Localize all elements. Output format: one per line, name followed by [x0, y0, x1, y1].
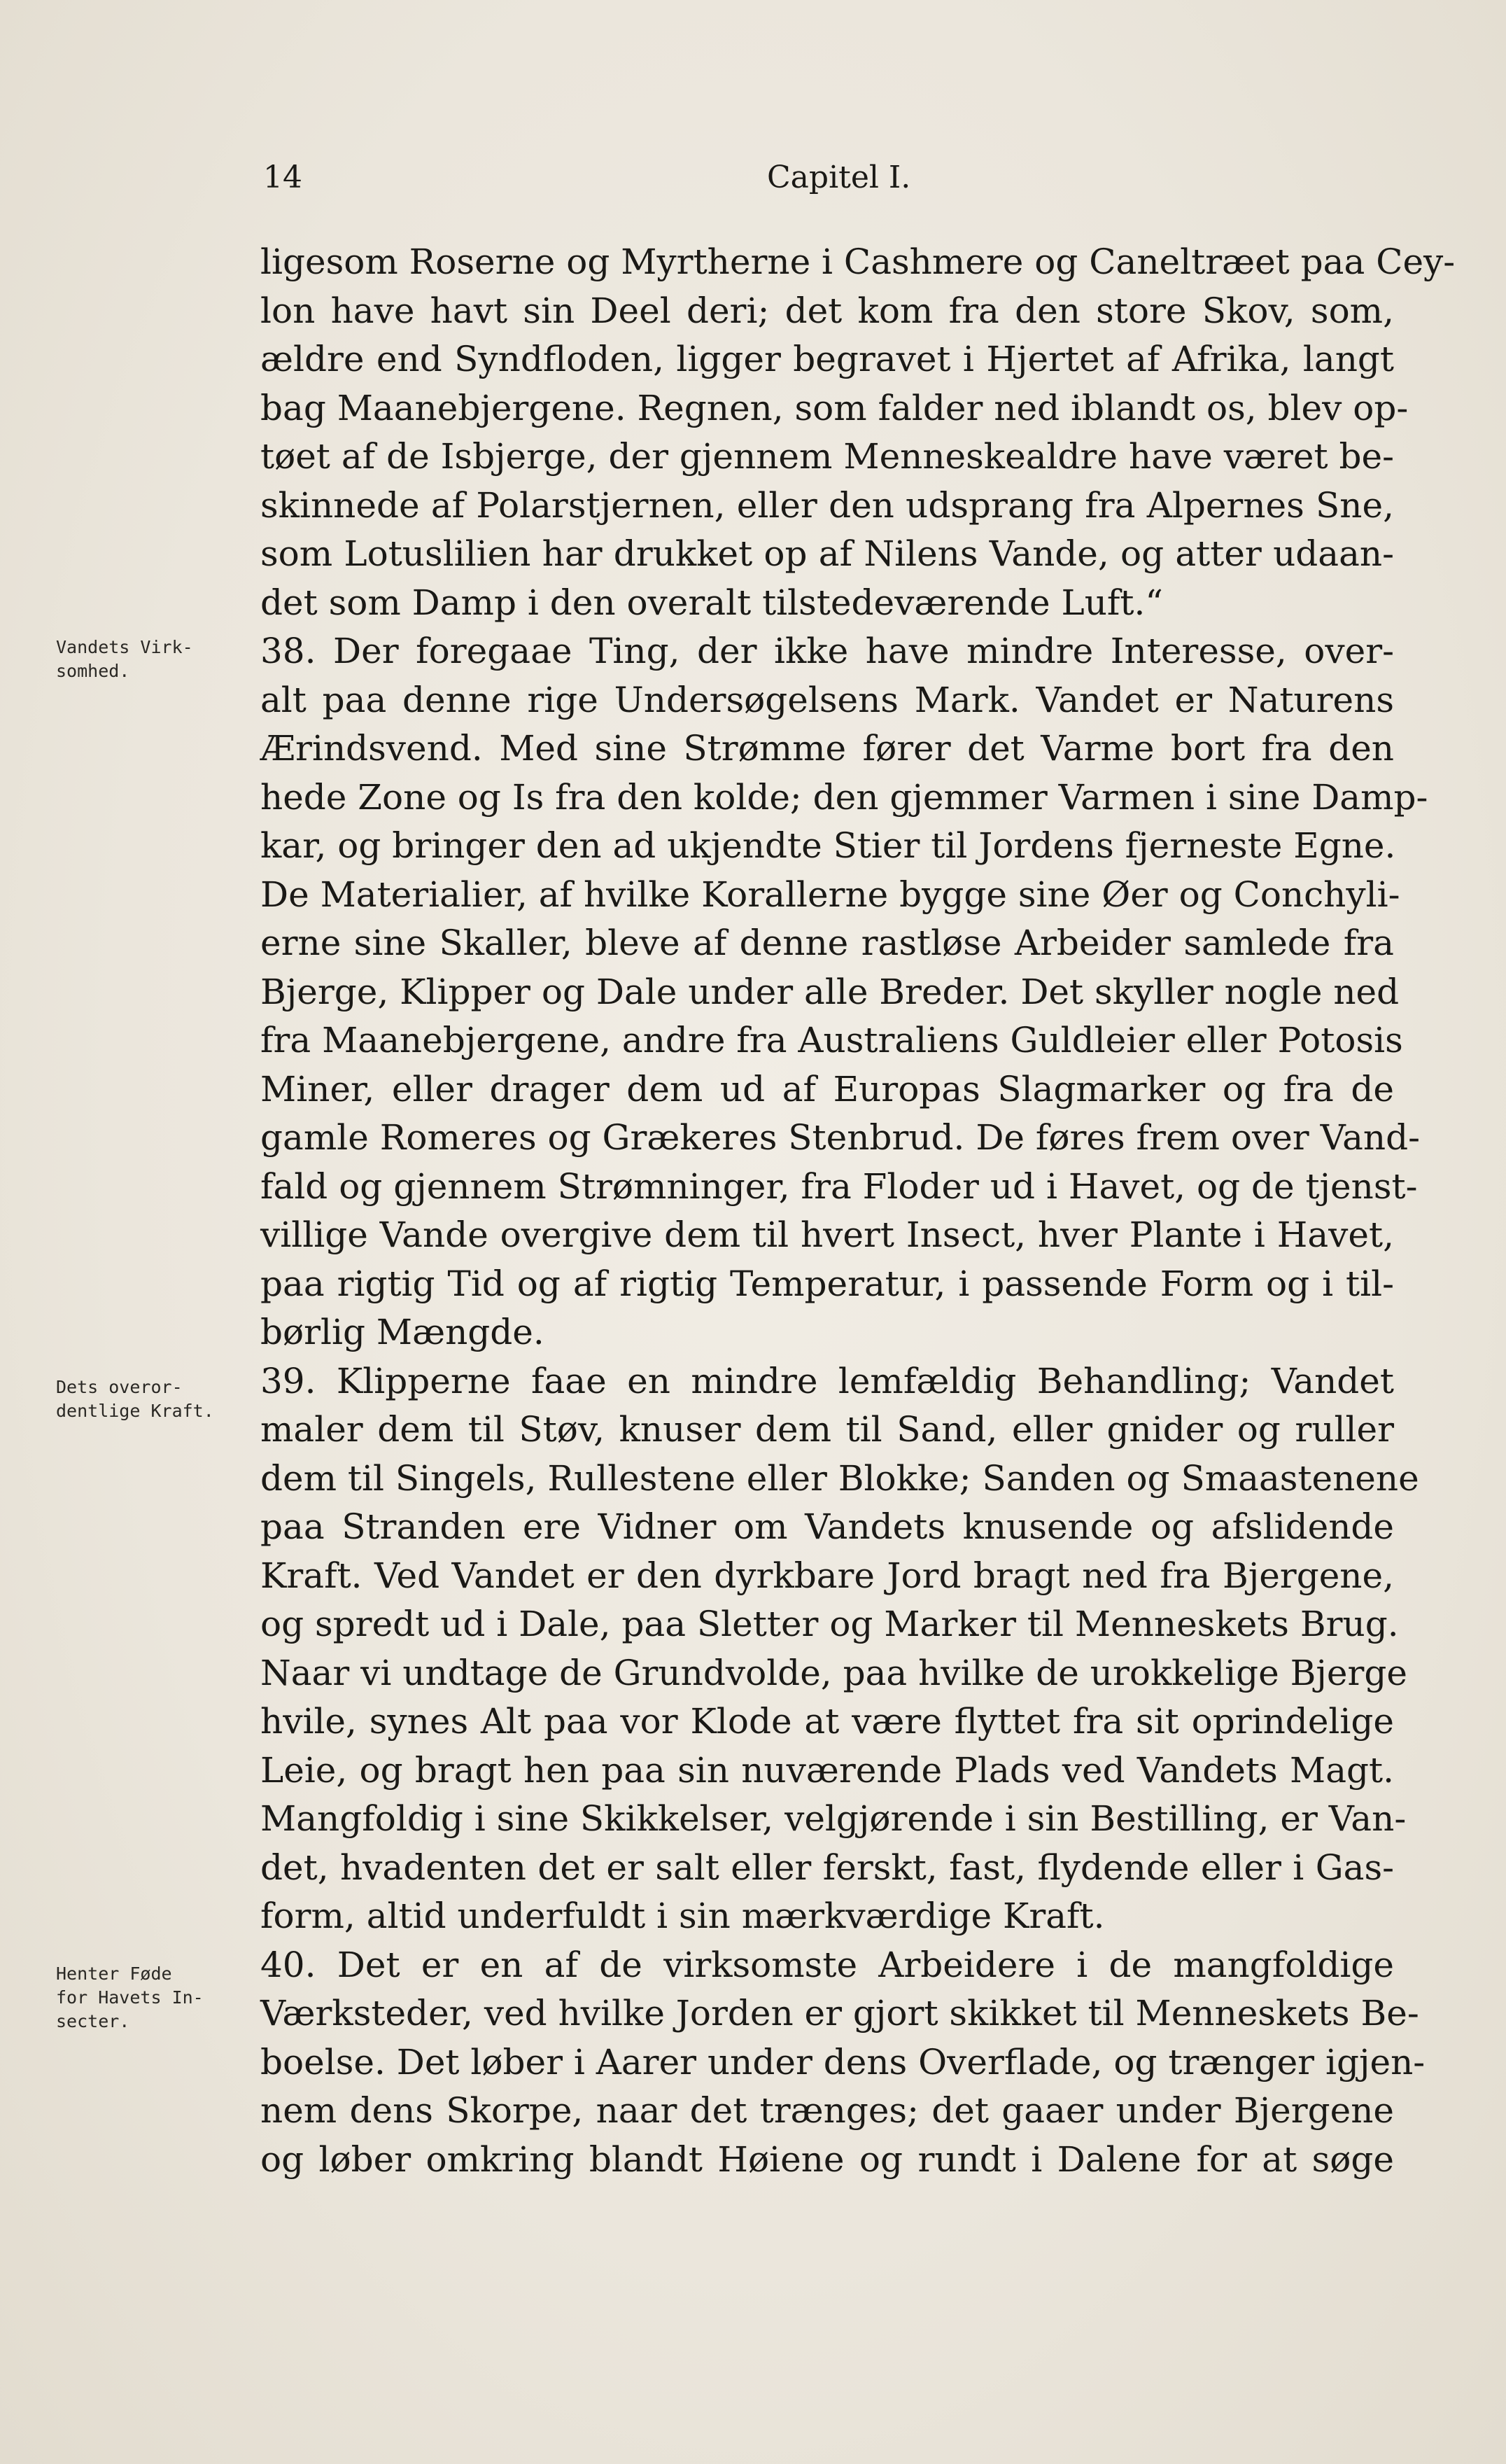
text-line: villige Vande overgive dem til hvert Insect, hver Plante i Havet, — [260, 1214, 1394, 1255]
text-line: kar, og bringer den ad ukjendte Stier til Jordens fjerneste Egne. — [260, 825, 1396, 866]
text-line: gamle Romeres og Grækeres Stenbrud. De føres frem over Vand- — [260, 1117, 1421, 1158]
text-line: fald og gjennem Strømninger, fra Floder ud i Havet, og de tjenst- — [260, 1166, 1418, 1207]
text-line: dem til Singels, Rullestene eller Blokke; Sanden og Smaastenene — [260, 1457, 1419, 1499]
text-line: børlig Mængde. — [260, 1312, 544, 1352]
text-line: Leie, og bragt hen paa sin nuværende Plads ved Vandets Magt. — [260, 1749, 1394, 1791]
margin-note-line: secter. — [56, 2011, 130, 2031]
text-line: Kraft. Ved Vandet er den dyrkbare Jord bragt ned fra Bjergene, — [260, 1555, 1394, 1596]
text-line: skinnede af Polarstjernen, eller den udsprang fra Alpernes Sne, — [260, 484, 1394, 526]
text-line: hede Zone og Is fra den kolde; den gjemmer Varmen i sine Damp- — [260, 776, 1428, 818]
text-line: som Lotuslilien har drukket op af Nilens Vande, og atter udaan- — [260, 533, 1394, 574]
text-line: erne sine Skaller, bleve af denne rastløse Arbeider samlede fra — [260, 923, 1394, 963]
margin-note-line: Henter Føde — [56, 1963, 172, 1984]
text-line: og løber omkring blandt Høiene og rundt i Dalene for at søge — [260, 2138, 1394, 2180]
margin-note-vandets-virksomhed — [56, 636, 259, 683]
margin-note-henter-fode — [56, 1962, 259, 2033]
running-head: Capitel I. — [767, 160, 911, 195]
margin-note-dets-kraft — [56, 1376, 259, 1423]
text-line: hvile, synes Alt paa vor Klode at være flyttet fra sit oprindelige — [260, 1701, 1394, 1742]
margin-note-line: dentlige Kraft. — [56, 1401, 214, 1421]
margin-note-line: somhed. — [56, 661, 130, 681]
margin-note-line: Vandets Virk- — [56, 637, 193, 657]
page-header — [263, 160, 1397, 209]
text-line: Miner, eller drager dem ud af Europas Slagmarker og fra de — [260, 1068, 1394, 1110]
text-line: 39. Klipperne faae en mindre lemfældig Behandling; Vandet — [260, 1360, 1394, 1401]
text-line: Mangfoldig i sine Skikkelser, velgjørende i sin Bestilling, er Van- — [260, 1798, 1407, 1839]
text-line: nem dens Skorpe, naar det trænges; det gaaer under Bjergene — [260, 2090, 1394, 2131]
text-line: 40. Det er en af de virksomste Arbeidere i de mangfoldige — [260, 1944, 1394, 1985]
text-line: ligesom Roserne og Myrtherne i Cashmere og Caneltræet paa Cey- — [260, 241, 1456, 282]
text-line: paa Stranden ere Vidner om Vandets knusende og afslidende — [260, 1506, 1394, 1547]
text-line: De Materialier, af hvilke Korallerne bygge sine Øer og Conchyli- — [260, 874, 1400, 915]
text-line: maler dem til Støv, knuser dem til Sand, eller gnider og ruller — [260, 1409, 1394, 1450]
text-line: form, altid underfuldt i sin mærkværdige Kraft. — [260, 1896, 1105, 1936]
text-line: 38. Der foregaae Ting, der ikke have mindre Interesse, over- — [260, 631, 1394, 671]
text-line: Værksteder, ved hvilke Jorden er gjort skikket til Menneskets Be- — [260, 1993, 1419, 2033]
body-text — [260, 238, 1456, 2184]
text-line: fra Maanebjergene, andre fra Australiens Guldleier eller Potosis — [260, 1020, 1403, 1060]
text-line: tøet af de Isbjerge, der gjennem Menneskealdre have været be- — [260, 436, 1394, 477]
text-line: Ærindsvend. Med sine Strømme fører det Varme bort fra den — [260, 728, 1394, 769]
margin-note-line: for Havets In- — [56, 1987, 204, 2008]
text-line: Bjerge, Klipper og Dale under alle Breder. Det skyller nogle ned — [260, 971, 1400, 1012]
text-line: boelse. Det løber i Aarer under dens Overflade, og trænger igjen- — [260, 2041, 1426, 2082]
text-line: det, hvadenten det er salt eller ferskt, fast, flydende eller i Gas- — [260, 1847, 1394, 1888]
text-line: bag Maanebjergene. Regnen, som falder ned iblandt os, blev op- — [260, 387, 1409, 428]
text-line: ældre end Syndfloden, ligger begravet i Hjertet af Afrika, langt — [260, 339, 1394, 379]
page-number: 14 — [263, 160, 302, 195]
text-line: Naar vi undtage de Grundvolde, paa hvilke de urokkelige Bjerge — [260, 1652, 1407, 1693]
text-line: alt paa denne rige Undersøgelsens Mark. Vandet er Naturens — [260, 679, 1394, 720]
margin-note-line: Dets overor- — [56, 1377, 183, 1397]
text-line: det som Damp i den overalt tilstedeværende Luft.“ — [260, 582, 1163, 623]
text-line: og spredt ud i Dale, paa Sletter og Marker til Menneskets Brug. — [260, 1604, 1399, 1644]
text-line: lon have havt sin Deel deri; det kom fra den store Skov, som, — [260, 290, 1394, 331]
text-line: paa rigtig Tid og af rigtig Temperatur, i passende Form og i til- — [260, 1263, 1394, 1304]
